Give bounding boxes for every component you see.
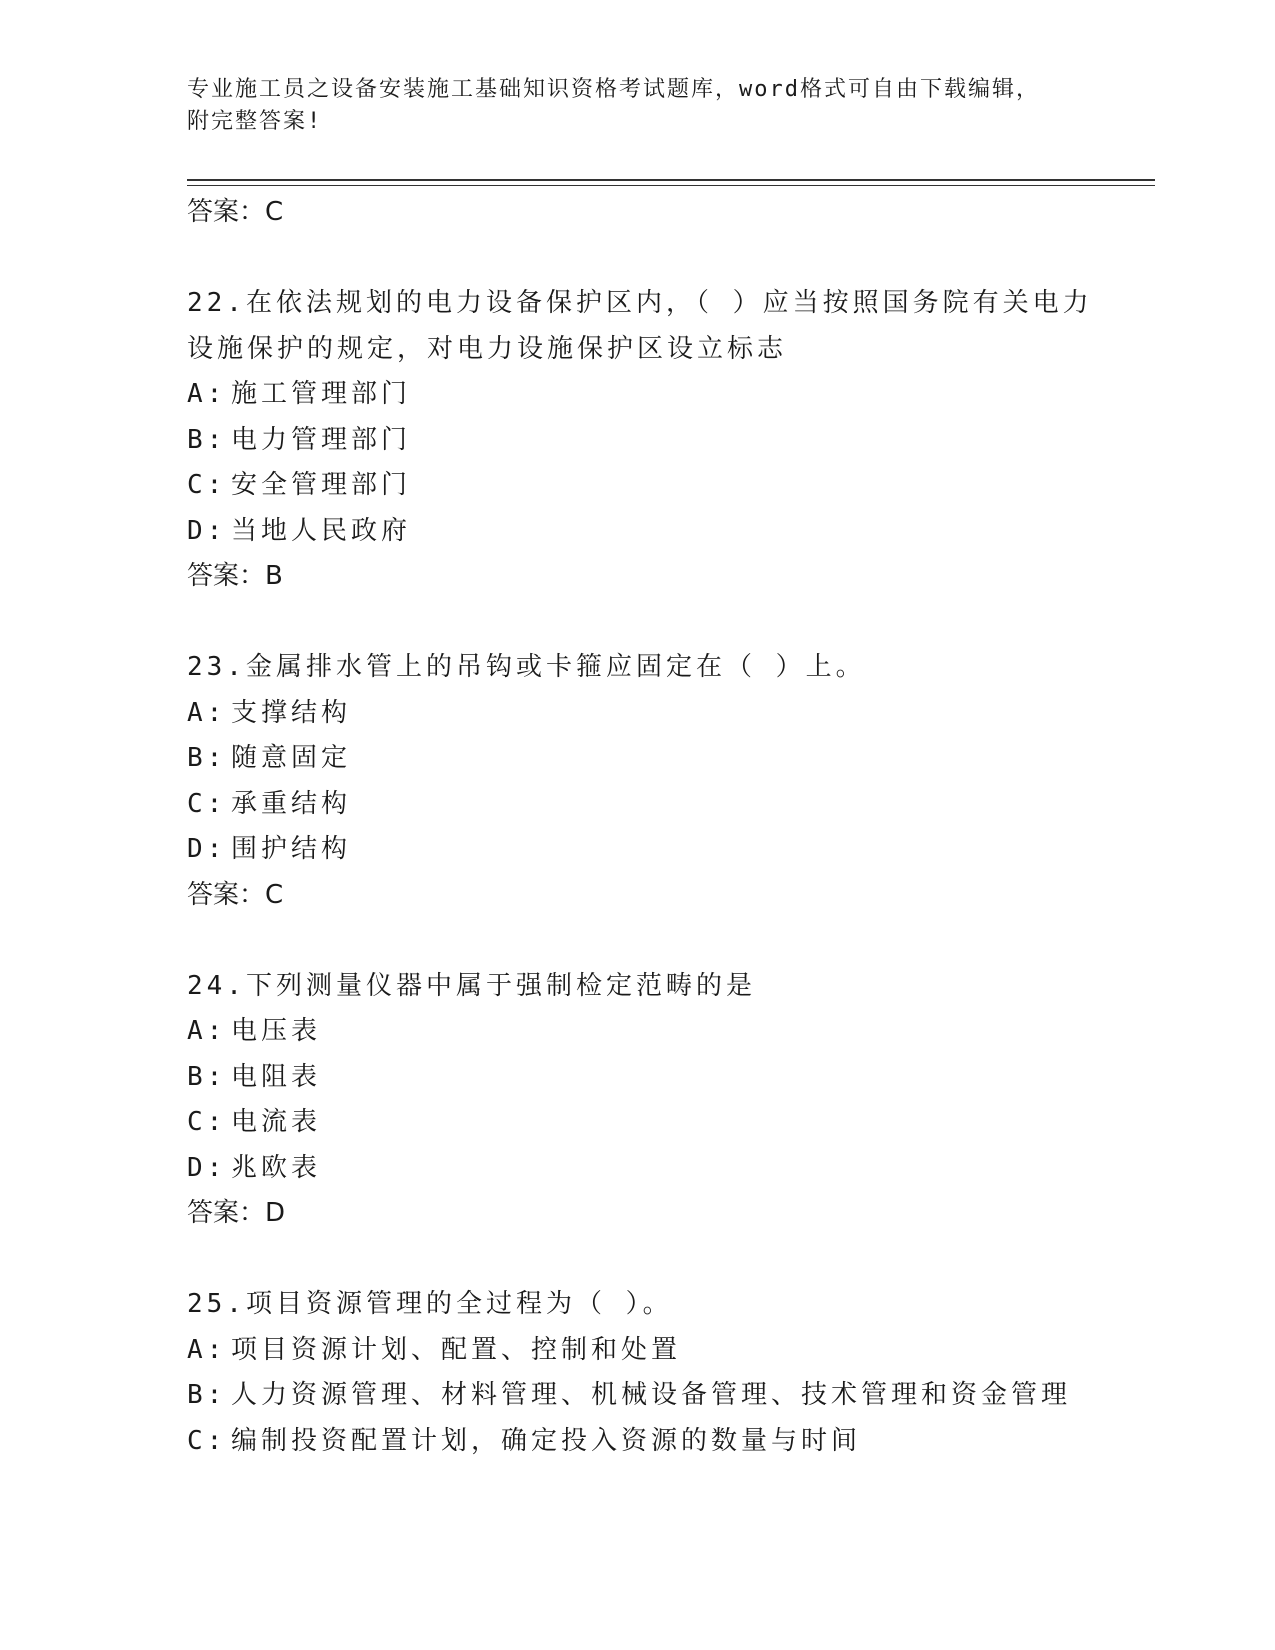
question-22 [187, 281, 1093, 600]
option-b [187, 1055, 1087, 1101]
option-c [187, 1100, 1087, 1146]
option-c [187, 1419, 1087, 1465]
option-label: C: [187, 470, 227, 500]
option-text: 电流表 [231, 1107, 322, 1137]
question-stem-line: 24.下列测量仪器中属于强制检定范畴的是 [187, 970, 756, 1001]
option-text: 施工管理部门 [231, 379, 412, 409]
option-c [187, 463, 1087, 509]
spacer [187, 236, 1087, 282]
question-25 [187, 1282, 1087, 1464]
option-d [187, 827, 1087, 873]
option-a [187, 691, 1087, 737]
option-d [187, 1146, 1087, 1192]
spacer [187, 600, 1087, 646]
option-a [187, 372, 1087, 418]
option-b [187, 1373, 1087, 1419]
option-label: B: [187, 424, 227, 455]
option-text: 支撑结构 [231, 697, 352, 728]
answer: 答案：D [187, 1198, 286, 1228]
option-text: 电阻表 [231, 1061, 322, 1092]
option-text: 编制投资配置计划，确定投入资源的数量与时间 [231, 1425, 862, 1456]
option-label: D: [187, 515, 227, 546]
option-text: 项目资源计划、配置、控制和处置 [231, 1334, 682, 1365]
question-24 [187, 964, 1087, 1237]
header-divider [187, 179, 1155, 186]
question-stem-line: 23.金属排水管上的吊钩或卡箍应固定在（ ）上。 [187, 652, 866, 682]
option-text: 当地人民政府 [231, 515, 412, 546]
option-text: 人力资源管理、材料管理、机械设备管理、技术管理和资金管理 [231, 1380, 1072, 1410]
option-text: 承重结构 [231, 788, 352, 819]
option-label: C: [187, 1107, 227, 1137]
option-text: 兆欧表 [231, 1152, 322, 1183]
question-stem-line: 设施保护的规定，对电力设施保护区设立标志 [187, 333, 788, 364]
option-label: A: [187, 697, 227, 728]
option-label: B: [187, 1380, 227, 1410]
option-label: A: [187, 1334, 227, 1365]
header-line-1: 专业施工员之设备安装施工基础知识资格考试题库，word格式可自由下载编辑， [187, 77, 1040, 102]
header-line-2: 附完整答案! [187, 109, 323, 134]
option-b [187, 736, 1087, 782]
spacer [187, 918, 1087, 964]
option-c [187, 782, 1087, 828]
answer: 答案：B [187, 561, 283, 591]
option-label: A: [187, 379, 227, 409]
question-stem-line: 22.在依法规划的电力设备保护区内，（ ）应当按照国务院有关电力 [187, 288, 1093, 318]
option-label: C: [187, 788, 227, 819]
option-text: 围护结构 [231, 834, 352, 864]
option-text: 电力管理部门 [231, 424, 412, 455]
document-header [187, 74, 1067, 138]
option-d [187, 509, 1087, 555]
option-b [187, 418, 1087, 464]
answer: 答案：C [187, 879, 284, 910]
option-label: B: [187, 743, 227, 773]
option-a [187, 1009, 1087, 1055]
option-label: D: [187, 834, 227, 864]
question-23 [187, 645, 1087, 918]
spacer [187, 1237, 1087, 1283]
question-stem-line: 25.项目资源管理的全过程为（ ）。 [187, 1289, 673, 1319]
option-label: A: [187, 1016, 227, 1046]
option-label: D: [187, 1152, 227, 1183]
option-text: 安全管理部门 [231, 470, 412, 500]
option-label: B: [187, 1061, 227, 1092]
option-a [187, 1328, 1087, 1374]
option-text: 电压表 [231, 1016, 322, 1046]
option-label: C: [187, 1425, 227, 1456]
option-text: 随意固定 [231, 743, 352, 773]
question-list [187, 190, 1093, 1464]
previous-answer: 答案：C [187, 197, 284, 227]
